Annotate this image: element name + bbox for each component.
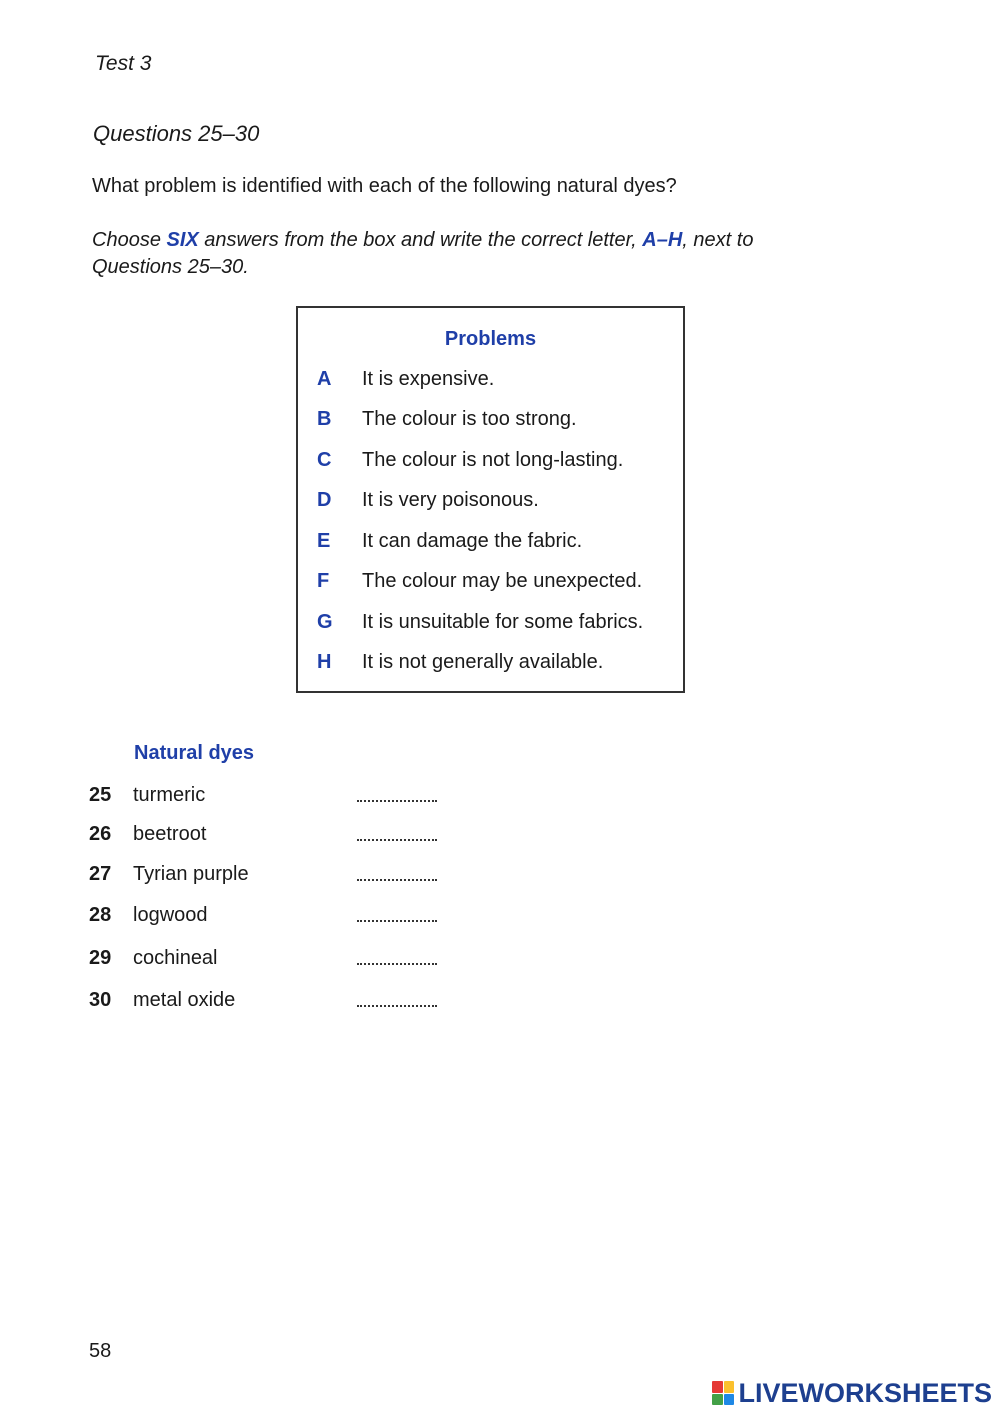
dye-name: beetroot [133, 823, 207, 845]
page-number: 58 [89, 1340, 112, 1362]
dye-name: metal oxide [133, 989, 236, 1011]
option-text: It is unsuitable for some fabrics. [362, 611, 644, 633]
question-text: What problem is identified with each of the following natural dyes? [92, 175, 677, 197]
instructions-part3: , next to [682, 229, 754, 251]
dye-name: Tyrian purple [133, 863, 249, 885]
question-row [89, 784, 449, 812]
instructions-part2: answers from the box and write the correct letter, [198, 229, 643, 251]
option-text: The colour is not long-lasting. [362, 449, 624, 471]
dye-name: turmeric [133, 784, 206, 806]
instructions [92, 227, 812, 281]
instructions-line2: Questions 25–30. [92, 256, 249, 278]
option-text: It can damage the fabric. [362, 530, 583, 552]
option-text: The colour may be unexpected. [362, 570, 643, 592]
instructions-six: SIX [166, 229, 199, 251]
answer-blank[interactable] [357, 800, 437, 802]
question-number: 30 [89, 989, 112, 1011]
question-number: 25 [89, 784, 112, 806]
question-row [89, 989, 449, 1017]
option-letter: H [317, 651, 332, 673]
option-letter: F [317, 570, 330, 592]
question-row [89, 947, 449, 975]
option-text: The colour is too strong. [362, 408, 577, 430]
problems-title: Problems [444, 328, 537, 350]
answer-blank[interactable] [357, 879, 437, 881]
answer-blank[interactable] [357, 1005, 437, 1007]
page-header: Test 3 [95, 52, 152, 75]
natural-dyes-title: Natural dyes [134, 742, 255, 764]
liveworksheets-logo[interactable] [712, 1378, 992, 1408]
answer-blank[interactable] [357, 963, 437, 965]
option-letter: C [317, 449, 332, 471]
option-text: It is very poisonous. [362, 489, 539, 511]
option-letter: E [317, 530, 331, 552]
instructions-range: A–H [642, 229, 683, 251]
questions-range: Questions 25–30 [93, 121, 260, 146]
option-letter: B [317, 408, 332, 430]
question-number: 28 [89, 904, 112, 926]
question-number: 29 [89, 947, 112, 969]
problems-box [296, 306, 685, 693]
instructions-part1: Choose [92, 229, 167, 251]
question-row [89, 863, 449, 891]
option-text: It is expensive. [362, 368, 495, 390]
answer-blank[interactable] [357, 920, 437, 922]
question-number: 26 [89, 823, 112, 845]
question-row [89, 904, 449, 932]
dye-name: logwood [133, 904, 208, 926]
dye-name: cochineal [133, 947, 218, 969]
answer-blank[interactable] [357, 839, 437, 841]
brand-name: LIVEWORKSHEETS [738, 1377, 992, 1408]
question-row [89, 823, 449, 851]
liveworksheets-icon [712, 1381, 734, 1405]
option-text: It is not generally available. [362, 651, 604, 673]
question-number: 27 [89, 863, 112, 885]
option-letter: A [317, 368, 332, 390]
option-letter: G [317, 611, 333, 633]
option-letter: D [317, 489, 332, 511]
